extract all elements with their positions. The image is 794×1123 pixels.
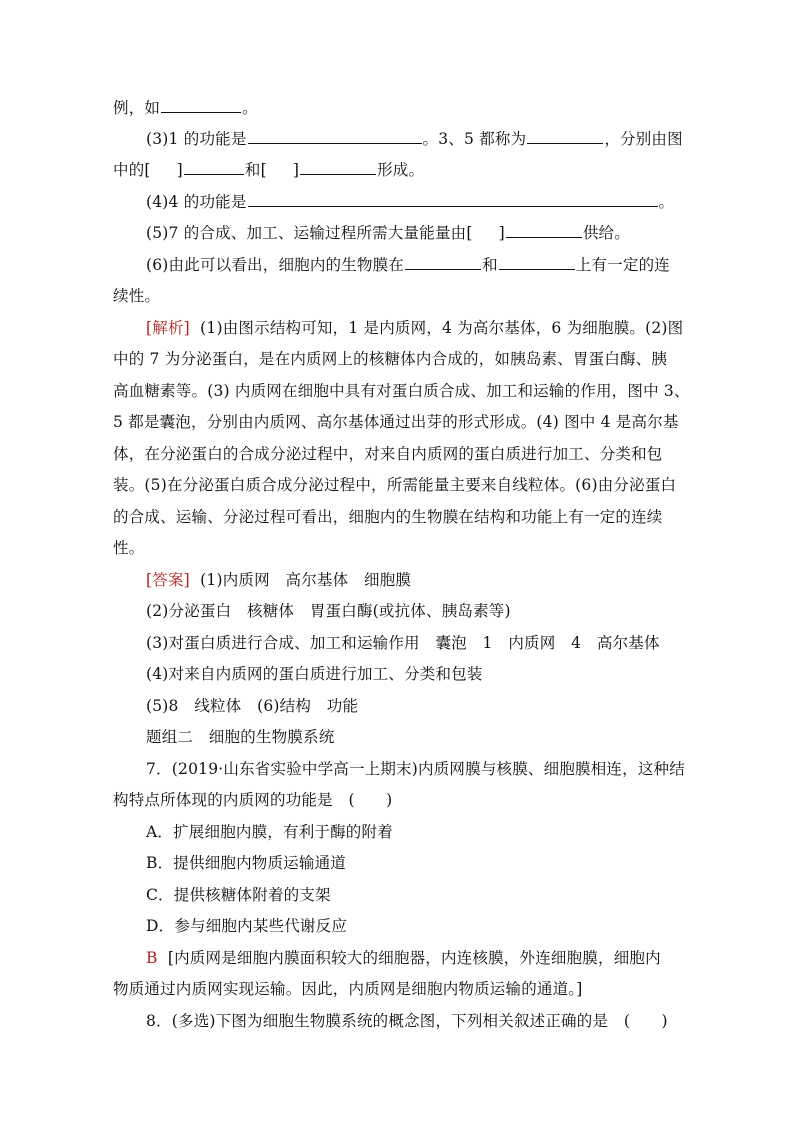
text: 。3、5 都称为 (422, 130, 527, 148)
text: 体，在分泌蛋白的合成分泌过程中，对来自内质网的蛋白质进行加工、分类和包 (113, 445, 663, 463)
text: 。 (658, 193, 675, 211)
q7-option-b[interactable] (146, 853, 346, 873)
analysis-line-4 (113, 412, 679, 432)
analysis-line-8 (113, 538, 144, 558)
text: 构特点所体现的内质网的功能是 ( ) (113, 791, 393, 809)
text: 性。 (113, 539, 145, 557)
text: 5 都是囊泡，分别由内质网、高尔基体通过出芽的形式形成。(4) 图中 4 是高尔基 (113, 413, 679, 431)
answer-key: B (146, 949, 158, 967)
text: ，分别由图 (604, 130, 683, 148)
answer-line-2 (146, 601, 511, 621)
analysis-line-5 (113, 444, 663, 464)
text: ] (292, 161, 300, 179)
text: C．提供核糖体附着的支架 (146, 886, 331, 904)
text: 例，如 (113, 99, 161, 117)
text: ] (176, 161, 183, 179)
answer-tag: [答案] (146, 571, 190, 589)
text: 高血糖素等。(3) 内质网在细胞中具有对蛋白质合成、加工和运输的作用，图中 3、 (113, 382, 690, 400)
text: 续性。 (113, 287, 161, 305)
q7-line-1 (146, 759, 685, 779)
text: ] (498, 224, 505, 242)
analysis-line-7 (113, 507, 663, 527)
analysis-line-3 (113, 381, 690, 401)
fill-blank[interactable] (499, 255, 575, 270)
text: (3)对蛋白质进行合成、加工和运输作用 囊泡 1 内质网 4 高尔基体 (146, 634, 660, 652)
text: [内质网是细胞内膜面积较大的细胞器，内连核膜，外连细胞膜，细胞内 (167, 949, 661, 967)
text: (3)1 的功能是 (146, 130, 247, 148)
analysis-tag: [解析] (146, 319, 190, 337)
text: (5)8 线粒体 (6)结构 功能 (146, 697, 359, 715)
fill-blank[interactable] (527, 129, 603, 144)
fill-blank[interactable] (506, 223, 582, 238)
text: (1)由图示结构可知，1 是内质网，4 为高尔基体，6 为细胞膜。(2)图 (200, 319, 684, 337)
fill-blank[interactable] (184, 160, 244, 175)
section-heading (146, 727, 334, 747)
text: 供给。 (582, 224, 630, 242)
text: 中的[ (113, 161, 151, 179)
text: 物质通过内质网实现运输。因此，内质网是细胞内物质运输的通道。] (113, 980, 583, 998)
text: (4)对来自内质网的蛋白质进行加工、分类和包装 (146, 665, 483, 683)
answer-line-4 (146, 664, 483, 684)
q7-line-2 (113, 790, 392, 810)
answer-line-1 (146, 570, 411, 590)
text: 形成。 (377, 161, 425, 179)
analysis-line-1 (146, 318, 683, 338)
text: (2)分泌蛋白 核糖体 胃蛋白酶(或抗体、胰岛素等) (146, 602, 511, 620)
q8-line-1 (146, 1011, 668, 1031)
text: D．参与细胞内某些代谢反应 (146, 917, 348, 935)
q7-option-d[interactable] (146, 916, 347, 936)
q7-option-a[interactable] (146, 822, 393, 842)
text: 。 (242, 99, 258, 117)
q7-option-c[interactable] (146, 885, 331, 905)
text: (5)7 的合成、加工、运输过程所需大量能量由[ (146, 224, 473, 242)
q6-line-5 (146, 223, 630, 243)
text: A．扩展细胞内膜，有利于酶的附着 (146, 823, 393, 841)
q6-line-1 (113, 98, 258, 118)
text: (1)内质网 高尔基体 细胞膜 (200, 571, 412, 589)
text: 上有一定的连 (575, 256, 670, 274)
analysis-line-6 (113, 475, 676, 495)
text: 题组二 细胞的生物膜系统 (146, 728, 335, 746)
q6-line-4 (146, 192, 674, 212)
text: 的合成、运输、分泌过程可看出，细胞内的生物膜在结构和功能上有一定的连续 (113, 508, 663, 526)
answer-line-3 (146, 633, 660, 653)
text: (6)由此可以看出，细胞内的生物膜在 (146, 256, 405, 274)
answer-line-5 (146, 696, 358, 716)
text: 装。(5)在分泌蛋白质合成分泌过程中，所需能量主要来自线粒体。(6)由分泌蛋白 (113, 476, 677, 494)
q7-explanation-line-2 (113, 979, 583, 999)
q6-line-3 (113, 160, 424, 180)
fill-blank[interactable] (405, 255, 481, 270)
q7-explanation-line-1 (146, 948, 661, 968)
text: 7．(2019·山东省实验中学高一上期末)内质网膜与核膜、细胞膜相连，这种结 (146, 760, 685, 778)
q6-line-6 (146, 255, 670, 275)
text: (4)4 的功能是 (146, 193, 247, 211)
fill-blank[interactable] (161, 98, 241, 113)
fill-blank[interactable] (248, 192, 658, 207)
fill-blank[interactable] (248, 129, 422, 144)
q6-line-7 (113, 286, 160, 306)
text: 和 (482, 256, 498, 274)
text: 中的 7 为分泌蛋白，是在内质网上的核糖体内合成的，如胰岛素、胃蛋白酶、胰 (113, 350, 668, 368)
text: 和[ (244, 161, 267, 179)
fill-blank[interactable] (300, 160, 376, 175)
q6-line-2 (146, 129, 683, 149)
analysis-line-2 (113, 349, 667, 369)
text: 8．(多选)下图为细胞生物膜系统的概念图，下列相关叙述正确的是 ( ) (146, 1012, 668, 1030)
text: B．提供细胞内物质运输通道 (146, 854, 346, 872)
